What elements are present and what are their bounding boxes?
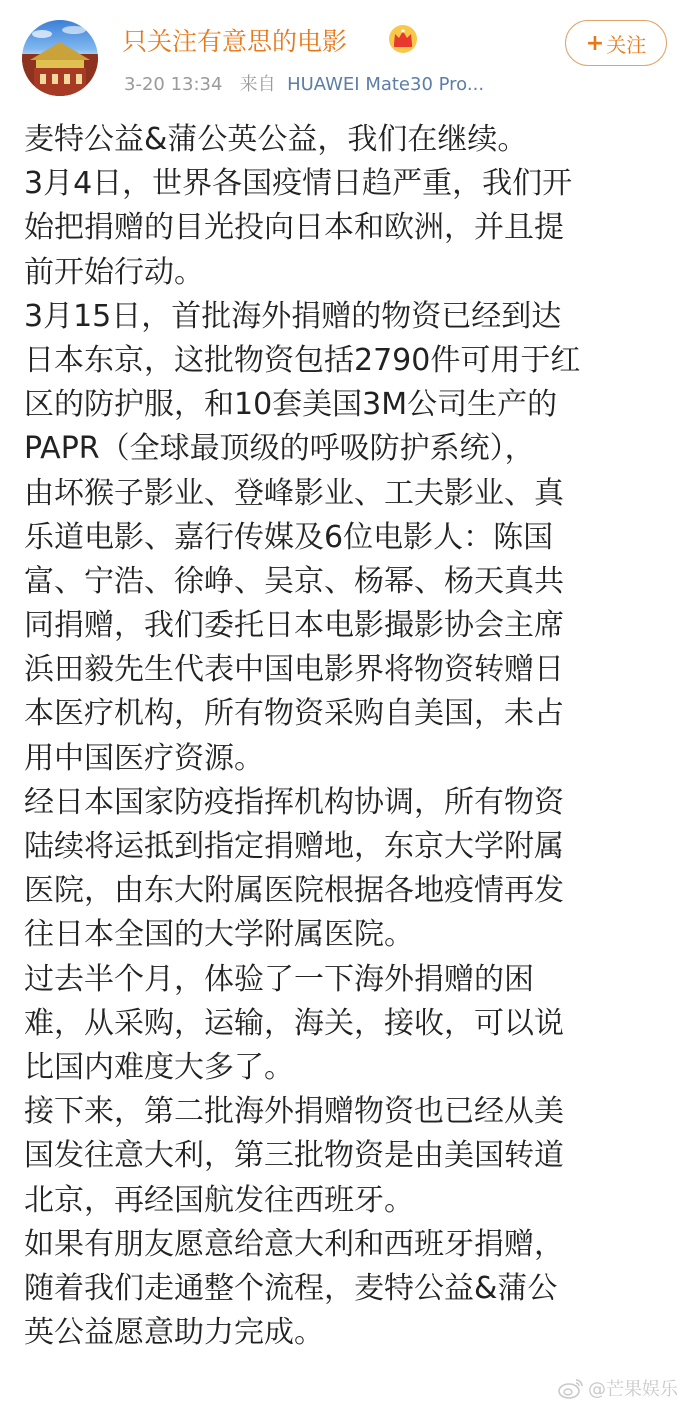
post-text-line: 医院，由东大附属医院根据各地疫情再发 (24, 873, 564, 909)
post-text-line: 由坏猴子影业、登峰影业、工夫影业、真 (24, 475, 564, 511)
post-text-line: 始把捐赠的目光投向日本和欧洲，并且提 (24, 210, 564, 246)
post-text-line: 浜田毅先生代表中国电影界将物资转赠日 (24, 652, 564, 688)
post-text-line: 北京，再经国航发往西班牙。 (24, 1182, 414, 1218)
avatar[interactable] (22, 20, 98, 96)
plus-icon: + (585, 30, 605, 56)
post-text-line: 富、宁浩、徐峥、吴京、杨幂、杨天真共 (24, 563, 564, 599)
post-text-line: 比国内难度大多了。 (24, 1049, 294, 1085)
post-text-line: 如果有朋友愿意给意大利和西班牙捐赠， (24, 1226, 564, 1262)
follow-button[interactable] (565, 20, 667, 66)
post-text-line: 乐道电影、嘉行传媒及6位电影人：陈国 (24, 519, 554, 555)
post-text-line: PAPR（全球最顶级的呼吸防护系统）， (24, 431, 535, 467)
watermark-text: @芒果娱乐 (588, 1379, 678, 1400)
post-text-line: 区的防护服，和10套美国3M公司生产的 (24, 387, 558, 423)
post-text-line: 日本东京，这批物资包括2790件可用于红 (24, 342, 581, 378)
post-text-line: 往日本全国的大学附属医院。 (24, 917, 414, 953)
post-text-line: 同捐赠，我们委托日本电影撮影协会主席 (24, 608, 564, 644)
avatar-image (22, 20, 98, 96)
post-text-line: 前开始行动。 (24, 254, 204, 290)
post-text-line: 3月4日，世界各国疫情日趋严重，我们开 (24, 166, 573, 202)
post-text-line: 接下来，第二批海外捐赠物资也已经从美 (24, 1094, 564, 1130)
post-meta (124, 70, 484, 96)
post-text-line: 本医疗机构，所有物资采购自美国，未占 (24, 696, 564, 732)
post-text-line: 过去半个月，体验了一下海外捐赠的困 (24, 961, 534, 997)
post-text-line: 陆续将运抵到指定捐赠地，东京大学附属 (24, 829, 564, 864)
weibo-logo-icon (558, 1377, 584, 1399)
post-text-line: 用中国医疗资源。 (24, 740, 264, 776)
crown-icon (388, 24, 418, 54)
post-time: 3-20 13:34 (124, 74, 223, 95)
post-text-line: 英公益愿意助力完成。 (24, 1315, 324, 1351)
post-text-line: 麦特公益&蒲公英公益，我们在继续。 (24, 122, 528, 157)
post-text (24, 118, 674, 1355)
post-source-label: 来自 (239, 74, 276, 95)
post-header (0, 0, 690, 110)
follow-label: 关注 (606, 32, 647, 57)
post-text-line: 随着我们走通整个流程，麦特公益&蒲公 (24, 1270, 558, 1306)
watermark (558, 1375, 678, 1401)
post-text-line: 3月15日，首批海外捐赠的物资已经到达 (24, 298, 562, 334)
post-text-line: 难，从采购，运输，海关，接收，可以说 (24, 1005, 564, 1041)
post-text-line: 经日本国家防疫指挥机构协调，所有物资 (24, 784, 564, 820)
user-name[interactable]: 只关注有意思的电影 (122, 27, 348, 56)
post-text-line: 国发往意大利，第三批物资是由美国转道 (24, 1138, 564, 1174)
post-device[interactable]: HUAWEI Mate30 Pro... (287, 74, 485, 95)
